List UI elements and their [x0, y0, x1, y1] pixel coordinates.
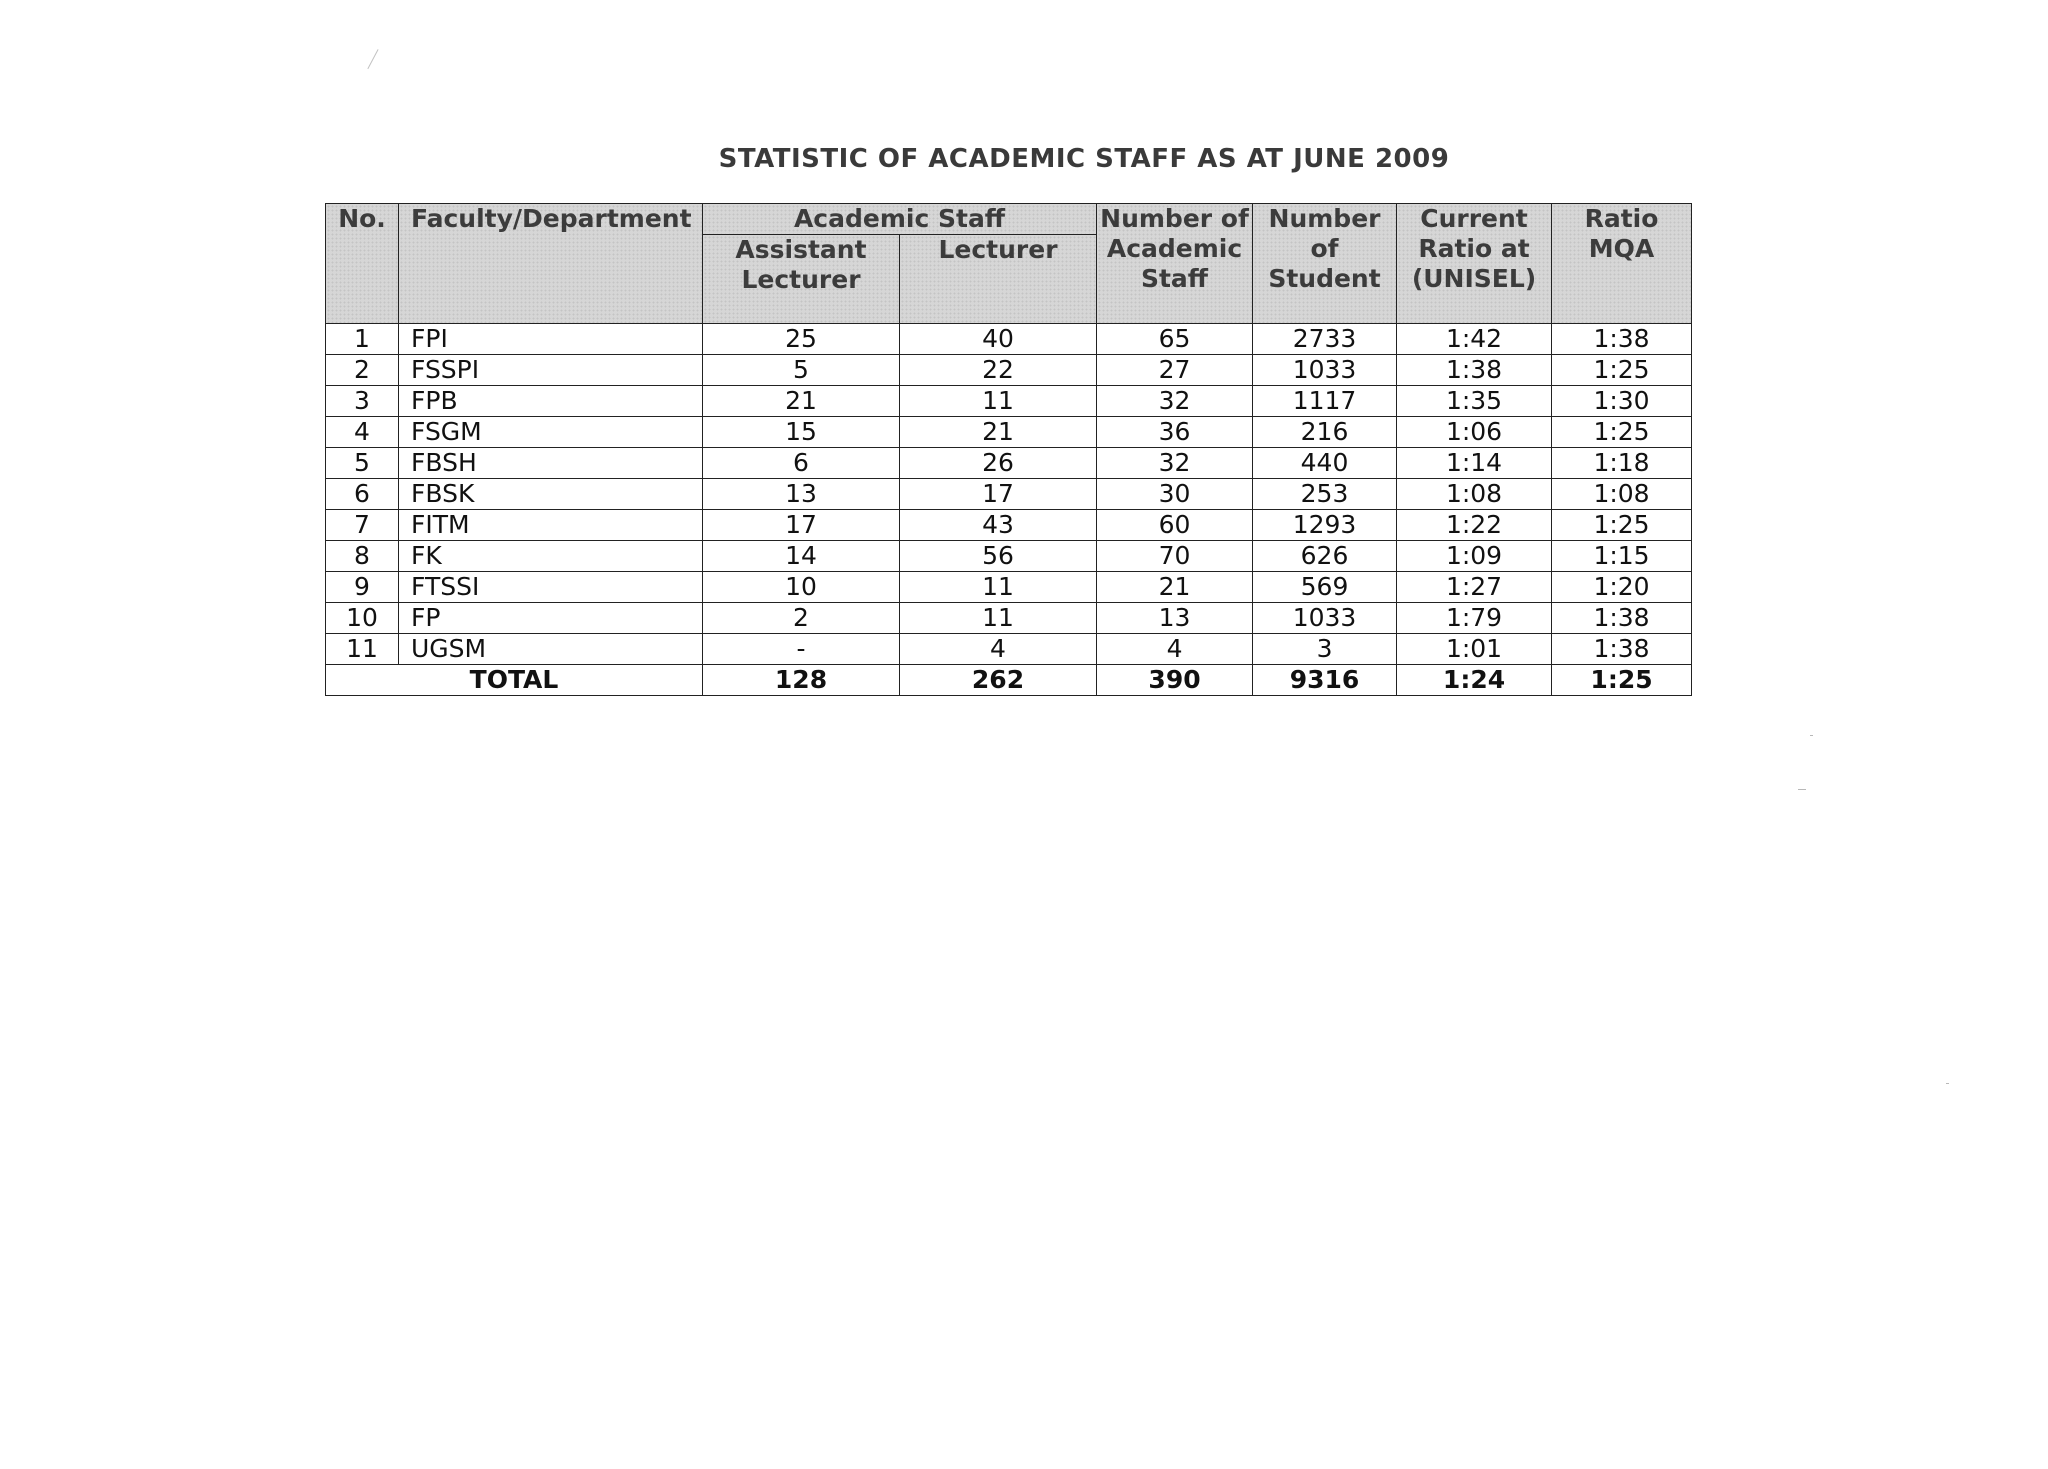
header-faculty: Faculty/Department: [399, 204, 703, 324]
cell-faculty: FTSSI: [399, 572, 703, 603]
cell-assistant-lecturer: -: [703, 634, 900, 665]
table-row: [326, 417, 1692, 448]
cell-faculty: FPI: [399, 324, 703, 355]
cell-current-ratio: 1:09: [1397, 541, 1552, 572]
total-students: 9316: [1253, 665, 1397, 696]
cell-students: 253: [1253, 479, 1397, 510]
cell-ratio-mqa: 1:25: [1552, 510, 1692, 541]
cell-no: 1: [326, 324, 399, 355]
scan-mark: [367, 49, 385, 73]
cell-current-ratio: 1:35: [1397, 386, 1552, 417]
cell-faculty: FBSK: [399, 479, 703, 510]
cell-no: 5: [326, 448, 399, 479]
cell-lecturer: 11: [900, 572, 1097, 603]
cell-current-ratio: 1:79: [1397, 603, 1552, 634]
scan-speck: [1798, 789, 1806, 790]
table-row: [326, 448, 1692, 479]
cell-assistant-lecturer: 5: [703, 355, 900, 386]
cell-ratio-mqa: 1:25: [1552, 355, 1692, 386]
cell-lecturer: 56: [900, 541, 1097, 572]
cell-lecturer: 22: [900, 355, 1097, 386]
header-number-of-academic-staff: Number of Academic Staff: [1097, 204, 1253, 324]
cell-lecturer: 21: [900, 417, 1097, 448]
cell-no: 11: [326, 634, 399, 665]
cell-current-ratio: 1:01: [1397, 634, 1552, 665]
cell-faculty: FBSH: [399, 448, 703, 479]
cell-assistant-lecturer: 21: [703, 386, 900, 417]
cell-students: 216: [1253, 417, 1397, 448]
total-ratio-mqa: 1:25: [1552, 665, 1692, 696]
cell-academic-staff: 30: [1097, 479, 1253, 510]
cell-academic-staff: 13: [1097, 603, 1253, 634]
table-row: [326, 355, 1692, 386]
cell-academic-staff: 70: [1097, 541, 1253, 572]
cell-students: 626: [1253, 541, 1397, 572]
cell-academic-staff: 4: [1097, 634, 1253, 665]
cell-lecturer: 11: [900, 386, 1097, 417]
cell-assistant-lecturer: 6: [703, 448, 900, 479]
cell-assistant-lecturer: 25: [703, 324, 900, 355]
header-no: No.: [326, 204, 399, 324]
scan-speck: [1810, 735, 1813, 736]
cell-ratio-mqa: 1:15: [1552, 541, 1692, 572]
cell-ratio-mqa: 1:18: [1552, 448, 1692, 479]
total-lecturer: 262: [900, 665, 1097, 696]
table-row: [326, 603, 1692, 634]
cell-lecturer: 43: [900, 510, 1097, 541]
document-title: STATISTIC OF ACADEMIC STAFF AS AT JUNE 2009: [718, 144, 1450, 174]
cell-ratio-mqa: 1:38: [1552, 634, 1692, 665]
cell-no: 7: [326, 510, 399, 541]
cell-students: 3: [1253, 634, 1397, 665]
cell-lecturer: 4: [900, 634, 1097, 665]
cell-academic-staff: 27: [1097, 355, 1253, 386]
cell-academic-staff: 36: [1097, 417, 1253, 448]
table-row: [326, 510, 1692, 541]
table-row: [326, 324, 1692, 355]
academic-staff-table: [325, 203, 1692, 696]
table-row: [326, 572, 1692, 603]
cell-faculty: FSGM: [399, 417, 703, 448]
header-ratio-mqa: Ratio MQA: [1552, 204, 1692, 324]
cell-academic-staff: 65: [1097, 324, 1253, 355]
scan-speck: [1946, 1083, 1949, 1084]
cell-ratio-mqa: 1:38: [1552, 324, 1692, 355]
cell-assistant-lecturer: 17: [703, 510, 900, 541]
total-current-ratio: 1:24: [1397, 665, 1552, 696]
cell-academic-staff: 32: [1097, 448, 1253, 479]
cell-current-ratio: 1:22: [1397, 510, 1552, 541]
cell-assistant-lecturer: 2: [703, 603, 900, 634]
header-academic-staff: Academic Staff: [703, 204, 1097, 235]
total-academic-staff: 390: [1097, 665, 1253, 696]
header-assistant-lecturer: Assistant Lecturer: [703, 235, 900, 324]
cell-faculty: UGSM: [399, 634, 703, 665]
cell-faculty: FSSPI: [399, 355, 703, 386]
cell-assistant-lecturer: 13: [703, 479, 900, 510]
cell-current-ratio: 1:38: [1397, 355, 1552, 386]
table-row: [326, 541, 1692, 572]
cell-no: 6: [326, 479, 399, 510]
header-current-ratio: Current Ratio at (UNISEL): [1397, 204, 1552, 324]
cell-ratio-mqa: 1:25: [1552, 417, 1692, 448]
cell-students: 1033: [1253, 355, 1397, 386]
header-lecturer: Lecturer: [900, 235, 1097, 324]
cell-academic-staff: 21: [1097, 572, 1253, 603]
cell-assistant-lecturer: 10: [703, 572, 900, 603]
cell-faculty: FK: [399, 541, 703, 572]
cell-faculty: FITM: [399, 510, 703, 541]
cell-students: 1293: [1253, 510, 1397, 541]
cell-ratio-mqa: 1:08: [1552, 479, 1692, 510]
table-row: [326, 386, 1692, 417]
cell-current-ratio: 1:08: [1397, 479, 1552, 510]
cell-lecturer: 17: [900, 479, 1097, 510]
cell-academic-staff: 60: [1097, 510, 1253, 541]
cell-no: 2: [326, 355, 399, 386]
cell-ratio-mqa: 1:20: [1552, 572, 1692, 603]
cell-students: 1117: [1253, 386, 1397, 417]
cell-no: 10: [326, 603, 399, 634]
cell-no: 8: [326, 541, 399, 572]
cell-ratio-mqa: 1:30: [1552, 386, 1692, 417]
total-assistant-lecturer: 128: [703, 665, 900, 696]
cell-assistant-lecturer: 15: [703, 417, 900, 448]
cell-assistant-lecturer: 14: [703, 541, 900, 572]
header-row: [326, 204, 1692, 235]
cell-current-ratio: 1:06: [1397, 417, 1552, 448]
cell-faculty: FPB: [399, 386, 703, 417]
cell-current-ratio: 1:14: [1397, 448, 1552, 479]
total-label: TOTAL: [326, 665, 703, 696]
cell-students: 1033: [1253, 603, 1397, 634]
cell-lecturer: 11: [900, 603, 1097, 634]
cell-lecturer: 40: [900, 324, 1097, 355]
table-row: [326, 479, 1692, 510]
cell-no: 3: [326, 386, 399, 417]
cell-faculty: FP: [399, 603, 703, 634]
total-row: [326, 665, 1692, 696]
cell-students: 440: [1253, 448, 1397, 479]
cell-lecturer: 26: [900, 448, 1097, 479]
cell-no: 9: [326, 572, 399, 603]
table-row: [326, 634, 1692, 665]
header-number-of-student: Number of Student: [1253, 204, 1397, 324]
cell-academic-staff: 32: [1097, 386, 1253, 417]
cell-ratio-mqa: 1:38: [1552, 603, 1692, 634]
cell-current-ratio: 1:27: [1397, 572, 1552, 603]
cell-current-ratio: 1:42: [1397, 324, 1552, 355]
cell-no: 4: [326, 417, 399, 448]
cell-students: 2733: [1253, 324, 1397, 355]
cell-students: 569: [1253, 572, 1397, 603]
